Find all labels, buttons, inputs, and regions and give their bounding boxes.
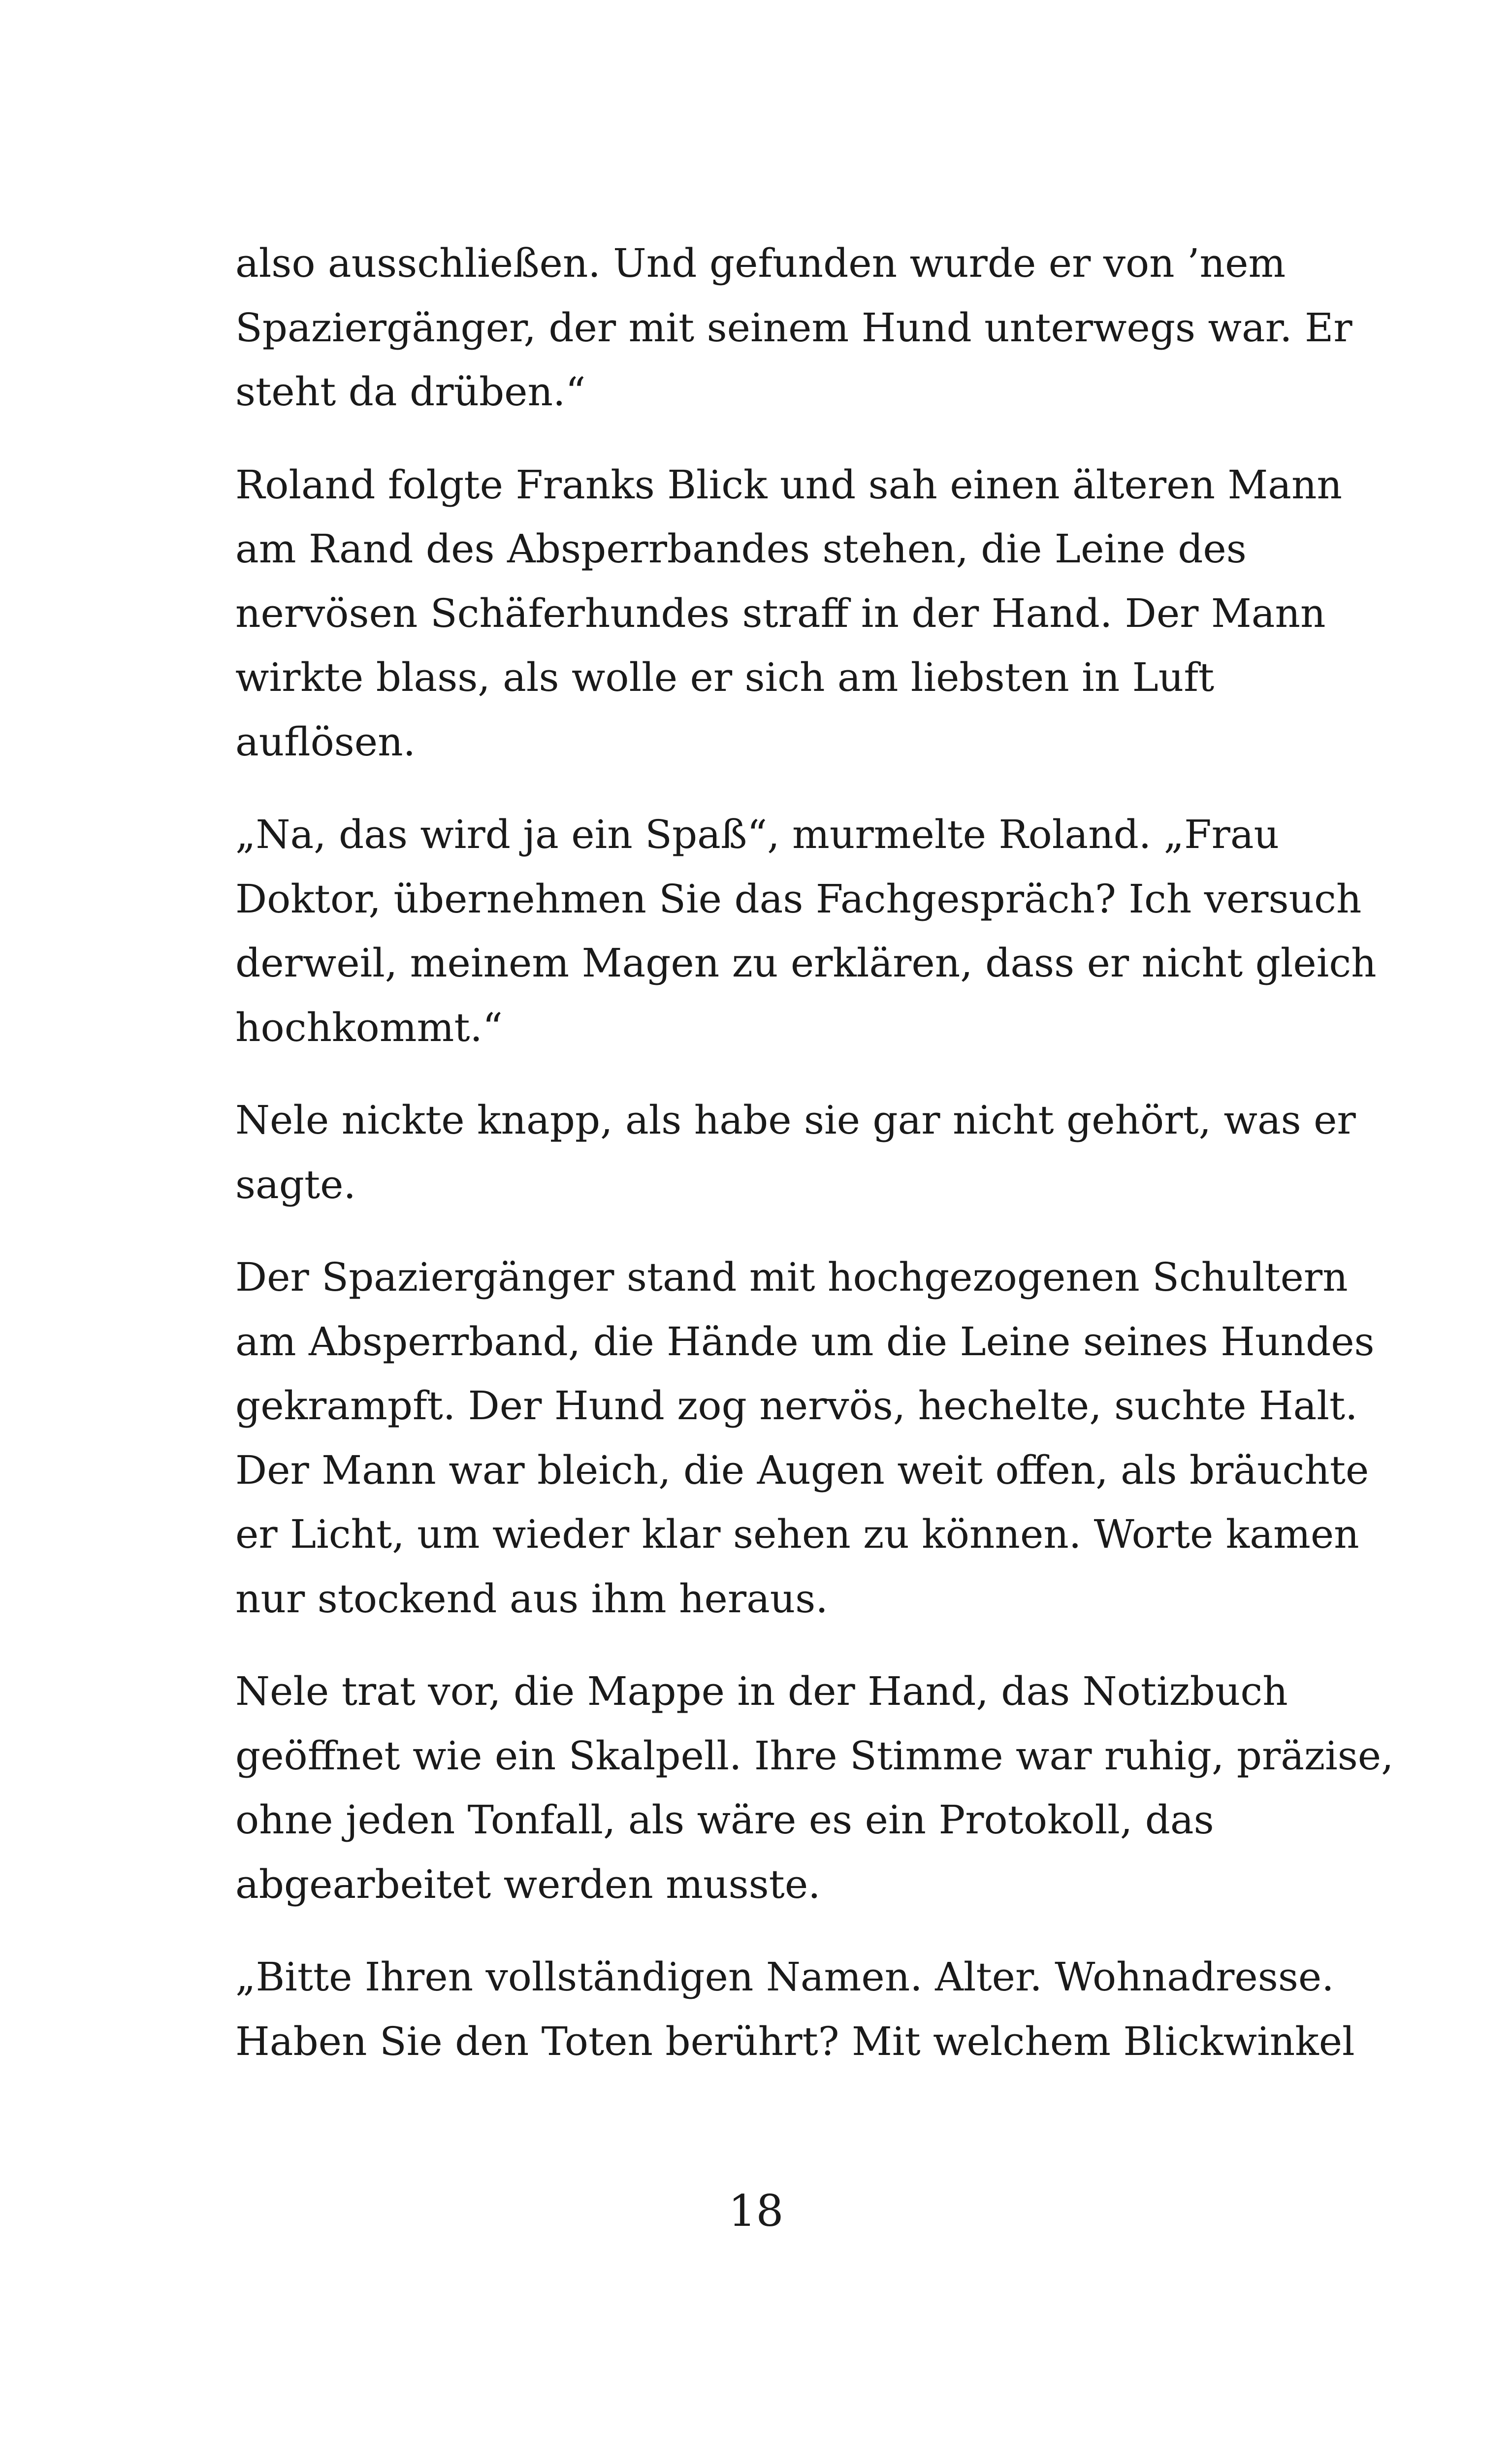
paragraph bbox=[235, 803, 1377, 1060]
text-line: Haben Sie den Toten berührt? Mit welchem Blickwinkel bbox=[235, 2018, 1355, 2064]
text-line: am Absperrband, die Hände um die Leine seines Hundes bbox=[235, 1318, 1375, 1365]
paragraph bbox=[235, 453, 1343, 775]
text-line: Nele trat vor, die Mappe in der Hand, das Notizbuch bbox=[235, 1668, 1288, 1714]
paragraph bbox=[235, 1945, 1355, 2074]
text-line: am Rand des Absperrbandes stehen, die Leine des bbox=[235, 526, 1247, 572]
text-line: Roland folgte Franks Blick und sah einen älteren Mann bbox=[235, 461, 1343, 508]
body-text bbox=[235, 231, 1394, 2102]
paragraph bbox=[235, 1660, 1394, 1917]
text-line: gekrampft. Der Hund zog nervös, hechelte, suchte Halt. bbox=[235, 1383, 1358, 1429]
text-line: hochkommt.“ bbox=[235, 1004, 503, 1050]
text-line: Der Spaziergänger stand mit hochgezogenen Schultern bbox=[235, 1254, 1348, 1300]
text-line: „Na, das wird ja ein Spaß“, murmelte Roland. „Frau bbox=[235, 812, 1280, 857]
paragraph bbox=[235, 1088, 1356, 1217]
text-line: derweil, meinem Magen zu erklären, dass er nicht gleich bbox=[235, 940, 1377, 986]
text-line: ohne jeden Tonfall, als wäre es ein Protokoll, das bbox=[235, 1797, 1214, 1843]
text-line: abgearbeitet werden musste. bbox=[235, 1861, 821, 1907]
text-line: Nele nickte knapp, als habe sie gar nicht gehört, was er bbox=[235, 1097, 1356, 1143]
text-line: er Licht, um wieder klar sehen zu können. Worte kamen bbox=[235, 1511, 1359, 1557]
text-line: Der Mann war bleich, die Augen weit offen, als bräuchte bbox=[235, 1447, 1369, 1493]
text-line: wirkte blass, als wolle er sich am liebsten in Luft bbox=[235, 654, 1215, 700]
text-line: steht da drüben.“ bbox=[235, 369, 586, 415]
paragraph bbox=[235, 1245, 1375, 1631]
text-line: nervösen Schäferhundes straff in der Hand. Der Mann bbox=[235, 590, 1326, 636]
text-line: nur stockend aus ihm heraus. bbox=[235, 1575, 828, 1622]
text-line: geöffnet wie ein Skalpell. Ihre Stimme war ruhig, präzise, bbox=[235, 1732, 1394, 1779]
text-line: „Bitte Ihren vollständigen Namen. Alter. Wohnadresse. bbox=[235, 1954, 1334, 2000]
text-line: Doktor, übernehmen Sie das Fachgespräch? Ich versuch bbox=[235, 876, 1362, 922]
text-line: also ausschließen. Und gefunden wurde er von ’nem bbox=[235, 240, 1286, 286]
text-line: sagte. bbox=[235, 1161, 356, 1207]
paragraph bbox=[235, 231, 1352, 424]
page-number: 18 bbox=[728, 2185, 784, 2236]
text-line: auflösen. bbox=[235, 718, 416, 765]
text-line: Spaziergänger, der mit seinem Hund unterwegs war. Er bbox=[235, 304, 1352, 351]
